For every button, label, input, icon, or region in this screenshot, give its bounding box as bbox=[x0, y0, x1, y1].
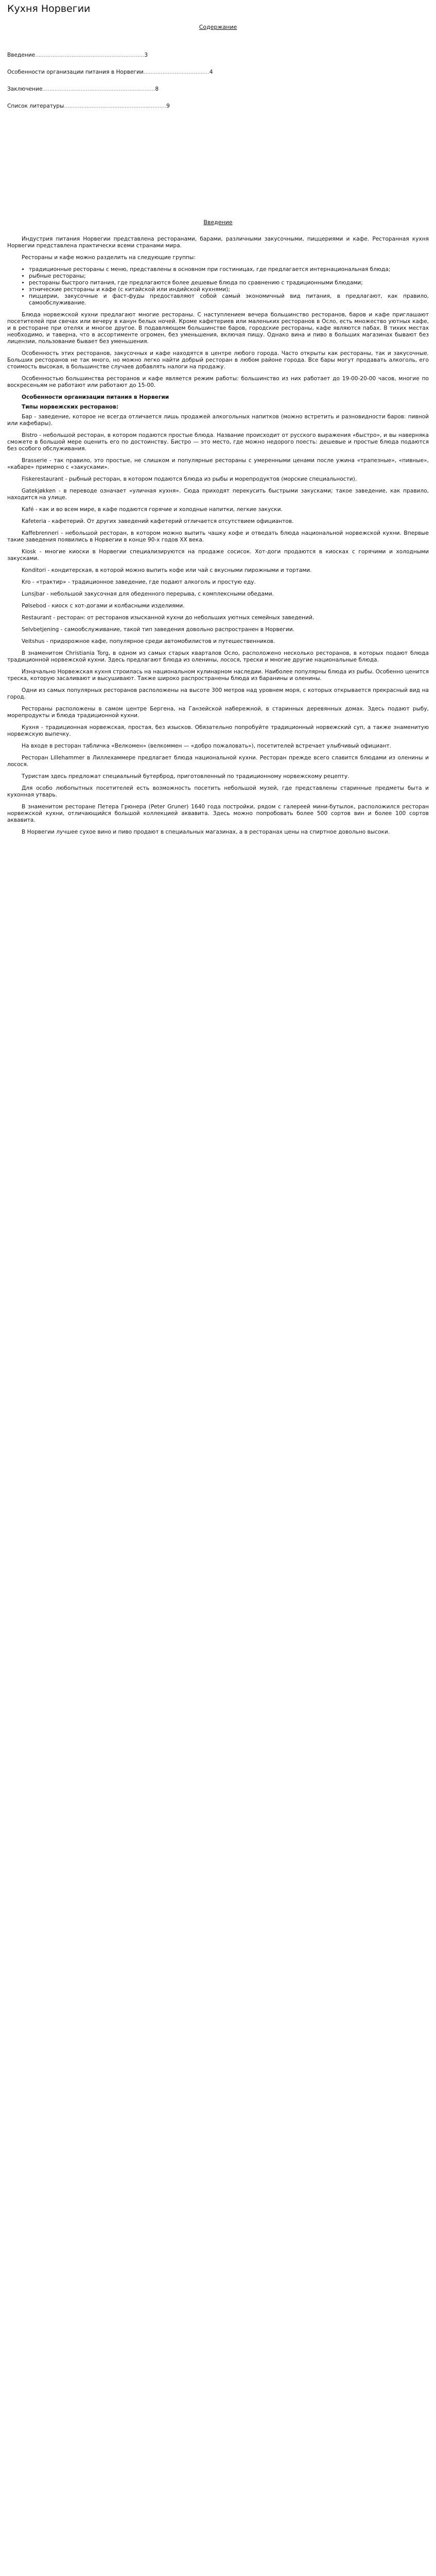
toc-item-dots: ............................................................... bbox=[35, 52, 145, 58]
list-item: • рестораны быстрого питания, где предлагаются более дешевые блюда по сравнению с традиционными блюдами; bbox=[29, 280, 429, 286]
body-paragraph: Restaurant - ресторан: от ресторанов изысканной кухни до небольших уютных семейных заведений. bbox=[22, 615, 315, 621]
toc-sheet bbox=[7, 0, 429, 134]
body-paragraph: Fiskerestaurant - рыбный ресторан, в котором подаются блюда из рыбы и морепродуктов (морские специальности). bbox=[22, 476, 357, 482]
body-paragraph: На входе в ресторан табличка «Велкомен» (велкоммен — «добро пожаловать»), посетителей встречает улыбчивый официант. bbox=[22, 743, 392, 749]
restaurant-groups-list bbox=[7, 266, 429, 307]
list-item: • рыбные рестораны; bbox=[29, 273, 429, 280]
toc-item-dots: ........................................................... bbox=[64, 103, 167, 109]
toc-item[interactable] bbox=[7, 103, 429, 110]
body-paragraph: Рестораны расположены в самом центре Бергена, на Ганзейской набережной, в старинных деревянных домах. Здесь подают рыбу, морепродукты и блюда традиционной кухни. bbox=[7, 706, 429, 719]
toc-item-page: 4 bbox=[209, 69, 213, 75]
body-paragraph: Kaffebrenneri - небольшой ресторан, в котором можно выпить чашку кофе и отведать блюда национальной норвежской кухни. Впервые такие заведения появились в Норвегии в конце 90-х годов XX века. bbox=[7, 530, 429, 543]
body-paragraph: Kafeteria - кафетерий. От других заведений кафетерий отличается отсутствием официантов. bbox=[22, 518, 294, 524]
toc-item-page: 9 bbox=[166, 103, 170, 109]
toc-heading: Содержание bbox=[199, 24, 237, 30]
body-paragraph: Gatekjøkken - в переводе означает «уличная кухня». Сюда приходят перекусить быстрыми закусками; такое заведение, как правило, находится на улице. bbox=[7, 488, 429, 501]
intro-paragraph: Рестораны и кафе можно разделить на следующие группы: bbox=[22, 255, 196, 261]
section-subheading: Типы норвежских ресторанов: bbox=[22, 404, 118, 410]
intro-paragraph: Особенность этих ресторанов, закусочных и кафе находятся в центре любого города. Часто открыты как рестораны, так и закусочные. Больших ресторанов не так много, но можно легко найти добрый ресторан в любом районе города. Все бары могут продавать алкоголь, его стоимость высокая, в большинстве случаев добавлять налоги на продажу. bbox=[7, 350, 429, 370]
intro-paragraph: Индустрия питания Норвегии представлена ресторанами, барами, различными закусочными, пиццериями и кафе. Ресторанная кухня Норвегии представлена практически всеми странами мира. bbox=[7, 236, 429, 249]
body-paragraph: Для особо любопытных посетителей есть возможность посетить небольшой музей, где представлены старинные предметы быта и кухонная утварь. bbox=[7, 785, 429, 798]
toc-item-page: 3 bbox=[144, 52, 148, 58]
body-paragraph: Ресторан Lillehammer в Лиллехаммере предлагает блюда национальной кухни. Ресторан прежде всего славится блюдами из оленины и лосося. bbox=[7, 755, 429, 768]
toc-item-label: Заключение bbox=[7, 86, 43, 92]
body-paragraph: Brasserie - так правило, это простые, не слишком и популярные рестораны с умеренными ценами после ужина «трапезные», «пивные», «кабаре» примерно с «закусками». bbox=[7, 457, 429, 470]
body-paragraph: В знаменитом Christiania Torg, в одном из самых старых кварталов Осло, расположено несколько ресторанов, в которых подают блюда традиционной норвежской кухни. Здесь предлагают блюда из оленины, лосося, трески и многие другие национальные блюда. bbox=[7, 650, 429, 663]
body-paragraph: Бар - заведение, которое не всегда отличается лишь продажей алкогольных напитков (можно встретить и разновидности баров: пивной или кафебары). bbox=[7, 414, 429, 427]
body-paragraph: Кухня - традиционная норвежская, простая, без изысков. Обязательно попробуйте традиционный норвежский суп, а также знаменитую норвежскую выпечку. bbox=[7, 724, 429, 737]
body-paragraph: Изначально Норвежская кухня строилась на национальном кулинарном наследии. Наиболее популярны блюда из рыбы. Особенно ценится треска, которую засаливают и высушивают. Также широко распространены блюда из баранины и оленины. bbox=[7, 669, 429, 682]
body-paragraph: Bistro - небольшой ресторан, в котором подаются простые блюда. Название происходит от русского выражения «быстро», и вы наверняка сможете в большой мере оценить его по достоинству. Бистро — это место, где можно недорого поесть: дешевые и простые блюда подаются без особого обслуживания. bbox=[7, 432, 429, 452]
body-paragraph: Pølsebod - киоск с хот-догами и колбасными изделиями. bbox=[22, 603, 185, 609]
body-paragraph: Kafé - как и во всем мире, в кафе подаются горячие и холодные напитки, легкие закуски. bbox=[22, 506, 283, 513]
list-item: • традиционные рестораны с меню, представлены в основном при гостиницах, где предлагается интернациональная блюда; bbox=[29, 266, 429, 273]
body-paragraph: Kiosk - многие киоски в Норвегии специализируются на продаже сосисок. Хот-доги продаются в киосках с горячими и холодными закусками. bbox=[7, 549, 429, 562]
toc-item-label: Список литературы bbox=[7, 103, 64, 109]
intro-paragraph: Блюда норвежской кухни предлагают многие рестораны. С наступлением вечера большинство ресторанов, баров и кафе приглашают посетителей при свечах или вечеру в канун белых ночей. Кроме кафетериев или маленьких ресторанов в Осло, есть множество уютных кафе, и в ресторане при отелях и многое другое. В подавляющем большинстве баров, городские рестораны, кафе являются пабах. В тихих местах необходимо, и таверна, что в ассортименте огромен, без уменьшения, включая пищу. Однако вина и пиво в больших магазинах бывают без лицензии, пользование бывает без уменьшения. bbox=[7, 312, 429, 345]
toc-item-label: Введение bbox=[7, 52, 36, 58]
body-paragraph: В Норвегии лучшее сухое вино и пиво продают в специальных магазинах, а в ресторанах цены на спиртное довольно высоки. bbox=[22, 829, 390, 835]
body-paragraph: Lunsjbar - небольшой закусочная для обеденного перерыва, с комплексными обедами. bbox=[22, 591, 274, 597]
body-paragraph: В знаменитом ресторане Петера Грюнера (Peter Gruner) 1640 года постройки, рядом с галереей мини-бутылок, расположился ресторан норвежской кухни, отличающийся большой коллекцией аквавита. Здесь можно попробовать более 500 сортов вин и более 100 сортов аквавита. bbox=[7, 804, 429, 823]
intro-title: Введение bbox=[203, 219, 233, 226]
toc-item[interactable] bbox=[7, 69, 429, 76]
toc-item-dots: ................................................................. bbox=[42, 86, 155, 92]
document-title: Кухня Норвегии bbox=[7, 3, 91, 14]
section-heading: Особенности организации питания в Норвегии bbox=[22, 394, 169, 400]
body-paragraph: Veitshus - придорожное кафе, популярное среди автомобилистов и путешественников. bbox=[22, 638, 275, 645]
body-paragraph: Одни из самых популярных ресторанов расположены на высоте 300 метров над уровнем моря, с которых открывается прекрасный вид на город. bbox=[7, 687, 429, 700]
content-sheet bbox=[7, 209, 429, 1963]
toc-item[interactable] bbox=[7, 86, 429, 93]
body-paragraph: Туристам здесь предложат специальный бутерброд, приготовленный по традиционному норвежскому рецепту. bbox=[22, 773, 350, 779]
body-paragraph: Kro - «трактир» - традиционное заведение, где подают алкоголь и простую еду. bbox=[22, 579, 256, 585]
body-paragraph: Selvbetjening - самообслуживание, такой тип заведения довольно распространен в Норвегии. bbox=[22, 626, 294, 633]
body-paragraph: Konditori - кондитерская, в которой можно выпить кофе или чай с вкусными пирожными и тортами. bbox=[22, 567, 312, 573]
toc-item-page: 8 bbox=[155, 86, 159, 92]
intro-paragraph: Особенностью большинства ресторанов и кафе является режим работы: большинство из них работает до 19-00-20-00 часов, многие по воскресеньям не работают или работают до 15-00. bbox=[7, 376, 429, 388]
list-item: • этнические рестораны и кафе (с китайской или индийской кухнями); bbox=[29, 286, 429, 293]
toc-item-label: Особенности организации питания в Норвегии bbox=[7, 69, 144, 75]
toc-item-dots: ...................................... bbox=[143, 69, 210, 75]
toc-item[interactable] bbox=[7, 52, 429, 59]
toc-list bbox=[7, 52, 429, 110]
list-item: • пиццерии, закусочные и фаст-фуды предоставляют собой самый экономичный вид питания, в предлагают, как правило, самообслуживание. bbox=[29, 293, 429, 307]
